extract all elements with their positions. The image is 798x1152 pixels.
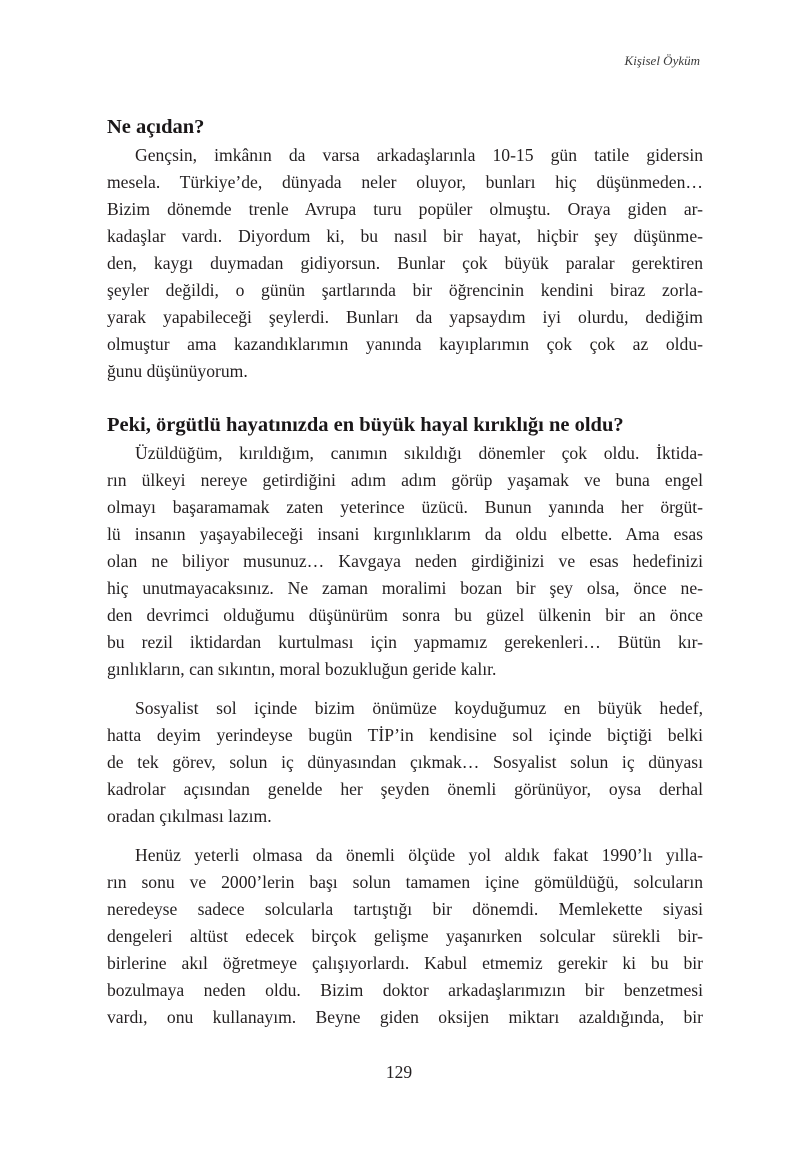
text-line: vardı, onu kullanayım. Beyne giden oksijen miktarı azaldığında, bir [107,1007,703,1027]
text-line: bu rezil iktidardan kurtulması için yapmamız gerekenleri… Bütün kır- [107,632,703,652]
text-line: mesela. Türkiye’de, dünyada neler oluyor, bunları hiç düşünmeden… [107,172,703,192]
text-line: olmuştur ama kazandıklarımın yanında kayıplarımın çok çok az oldu- [107,334,703,354]
text-line: de tek görev, solun iç dünyasından çıkmak… Sosyalist solun iç dünyası [107,752,703,772]
text-line: Bizim dönemde trenle Avrupa turu popüler olmuştu. Oraya giden ar- [107,199,703,219]
page-body [107,112,703,1031]
section-heading: Peki, örgütlü hayatınızda en büyük hayal kırıklığı ne oldu? [107,414,624,436]
text-line: olmayı başaramamak zaten yeterince üzücü. Bunun yanında her örgüt- [107,497,703,517]
text-line: yarak yapabileceği şeylerdi. Bunları da yapsaydım iyi olurdu, dediğim [107,307,703,327]
text-line: şeyler değildi, o günün şartlarında bir öğrencinin kendini biraz zorla- [107,280,703,300]
paragraph [107,440,703,683]
text-line: oradan çıkılması lazım. [107,806,272,826]
text-line: dengeleri altüst edecek birçok gelişme yaşanırken solcular sürekli bir- [107,926,703,946]
text-line: den devrimci olduğumu düşünürüm sonra bu güzel ülkenin bir an önce [107,605,703,625]
text-line: kadaşlar vardı. Diyordum ki, bu nasıl bir hayat, hiçbir şey düşünme- [107,226,703,246]
text-line: Gençsin, imkânın da varsa arkadaşlarınla 10-15 gün tatile gidersin [135,145,703,165]
text-line: lü insanın yaşayabileceği insani kırgınlıklarım da oldu elbette. Ama esas [107,524,703,544]
paragraph [107,142,703,385]
section-hayal-kirikligi [107,410,703,1031]
text-line: neredeyse sadece solcularla tartıştığı bir dönemdi. Memlekette siyasi [107,899,703,919]
text-line: olan ne biliyor musunuz… Kavgaya neden girdiğinizi ve esas hedefinizi [107,551,703,571]
text-line: Henüz yeterli olmasa da önemli ölçüde yol aldık fakat 1990’lı yılla- [135,845,703,865]
text-line: ğunu düşünüyorum. [107,361,248,381]
text-line: Üzüldüğüm, kırıldığım, canımın sıkıldığı dönemler çok oldu. İktida- [135,443,703,463]
section-heading: Ne açıdan? [107,116,205,138]
paragraph [107,695,703,830]
text-line: rın ülkeyi nereye getirdiğini adım adım görüp yaşamak ve buna engel [107,470,703,490]
text-line: gınlıkların, can sıkıntın, moral bozukluğun geride kalır. [107,659,497,679]
text-line: Sosyalist sol içinde bizim önümüze koyduğumuz en büyük hedef, [135,698,703,718]
running-header: Kişisel Öyküm [624,53,700,68]
section-ne-acidan [107,112,703,385]
text-line: rın sonu ve 2000’lerin başı solun tamamen içine gömüldüğü, solcuların [107,872,703,892]
text-line: hatta deyim yerindeyse bugün TİP’in kendisine sol içinde biçtiği belki [107,725,703,745]
text-line: den, kaygı duymadan gidiyorsun. Bunlar çok büyük paralar gerektiren [107,253,703,273]
text-line: bozulmaya neden oldu. Bizim doktor arkadaşlarımızın bir benzetmesi [107,980,703,1000]
page-number: 129 [385,1062,413,1082]
paragraph [107,842,703,1031]
text-line: kadrolar açısından genelde her şeyden önemli görünüyor, oysa derhal [107,779,703,799]
text-line: birlerine akıl öğretmeye çalışıyorlardı. Kabul etmemiz gerekir ki bu bir [107,953,703,973]
text-line: hiç unutmayacaksınız. Ne zaman moralimi bozan bir şey olsa, önce ne- [107,578,703,598]
